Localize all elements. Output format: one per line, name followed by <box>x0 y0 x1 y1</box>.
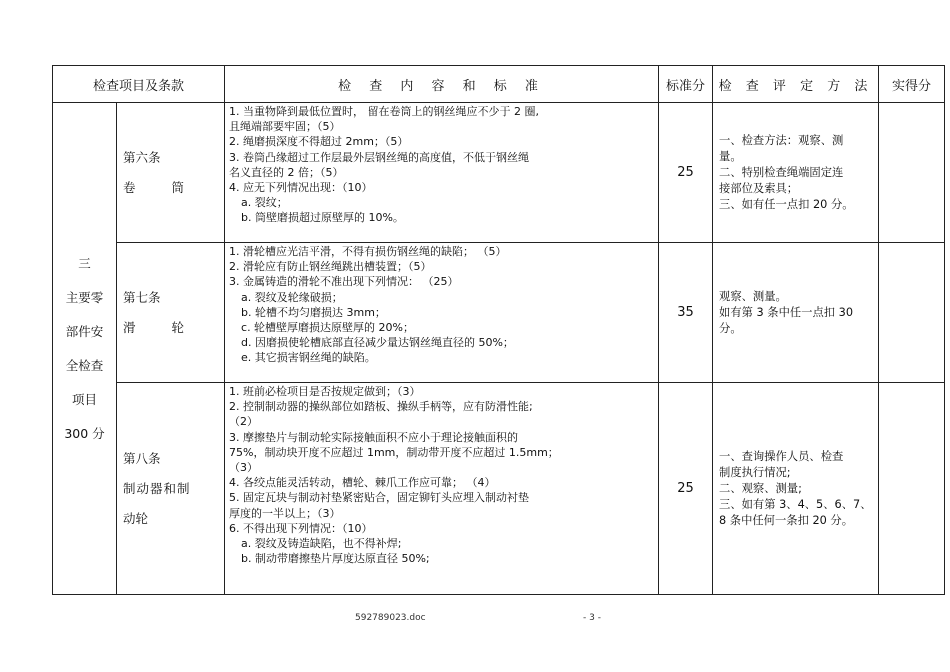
standard-score: 35 <box>659 243 713 383</box>
header-content: 检 查 内 容 和 标 准 <box>225 66 659 103</box>
header-method: 检 查 评 定 方 法 <box>713 66 879 103</box>
method-line: 三、如有任一点扣 20 分。 <box>719 197 854 211</box>
content-line: e. 其它损害钢丝绳的缺陷。 <box>241 351 376 365</box>
content-line: 3. 金属铸造的滑轮不准出现下列情况： （25） <box>229 275 459 289</box>
method-line: 二、特别检查绳端固定连 <box>719 165 844 179</box>
content-line: a. 裂纹及铸造缺陷，也不得补焊; <box>241 537 402 551</box>
content-line: 1. 滑轮槽应光洁平滑，不得有损伤钢丝绳的缺陷； （5） <box>229 245 507 258</box>
header-item: 检查项目及条款 <box>53 66 225 103</box>
content-cell <box>225 383 659 595</box>
content-line: 5. 固定瓦块与制动衬垫紧密贴合，固定铆钉头应埋入制动衬垫 <box>229 491 530 505</box>
content-line: 1. 当重物降到最低位置时， 留在卷筒上的钢丝绳应不少于 2 圈, <box>229 105 539 118</box>
article-number: 第六条 <box>123 149 161 165</box>
article-cell <box>117 243 225 383</box>
article-number: 第七条 <box>123 289 161 305</box>
article-cell <box>117 383 225 595</box>
footer-doc-name: 592789023.doc <box>355 613 426 623</box>
method-line: 一、检查方法：观察、测 <box>719 133 844 147</box>
content-line: 4. 各绞点能灵活转动，槽轮、棘爪工作应可靠； （4） <box>229 476 496 490</box>
content-line: 名义直径的 2 倍；（5） <box>229 165 344 179</box>
content-line: 且绳端部要牢固；（5） <box>229 120 341 134</box>
section-line: 三 <box>78 255 91 271</box>
method-cell <box>713 243 879 383</box>
method-line: 三、如有第 3、4、5、6、7、 <box>719 497 872 511</box>
method-line: 分。 <box>719 321 742 335</box>
method-line: 制度执行情况; <box>719 465 791 479</box>
method-line: 如有第 3 条中任一点扣 30 <box>719 305 854 319</box>
header-score: 标准分 <box>659 66 713 103</box>
section-cell <box>53 103 117 595</box>
content-line: 3. 卷筒凸缘超过工作层最外层钢丝绳的高度值，不低于钢丝绳 <box>229 150 530 164</box>
actual-score-cell[interactable] <box>879 103 945 243</box>
table-row <box>53 243 945 383</box>
standard-score: 25 <box>659 103 713 243</box>
content-line: 3. 摩擦垫片与制动轮实际接触面积不应小于理论接触面积的 <box>229 430 519 444</box>
content-line: 4. 应无下列情况出现：（10） <box>229 181 373 195</box>
section-line: 主要零 <box>65 289 104 305</box>
method-line: 量。 <box>719 149 742 163</box>
section-line: 全检查 <box>65 357 104 373</box>
table-row <box>53 103 945 243</box>
actual-score-cell[interactable] <box>879 243 945 383</box>
content-line: b. 筒壁磨损超过原壁厚的 10%。 <box>241 211 404 225</box>
article-number: 第八条 <box>123 450 161 466</box>
method-cell <box>713 383 879 595</box>
actual-score-cell[interactable] <box>879 383 945 595</box>
table-row <box>53 383 945 595</box>
article-name: 卷 筒 <box>123 179 200 195</box>
article-cell <box>117 103 225 243</box>
content-cell <box>225 103 659 243</box>
content-line: （3） <box>229 461 259 475</box>
content-line: 75%，制动块开度不应超过 1mm，制动带开度不应超过 1.5mm； <box>229 445 559 459</box>
section-line: 项目 <box>71 391 97 407</box>
header-actual: 实得分 <box>879 66 945 103</box>
table-header-row <box>53 66 945 103</box>
content-line: b. 轮槽不均匀磨损达 3mm； <box>241 305 386 319</box>
content-line: 2. 控制制动器的操纵部位如踏板、操纵手柄等，应有防滑性能; <box>229 400 533 414</box>
content-line: c. 轮槽壁厚磨损达原壁厚的 20%； <box>241 321 415 335</box>
inspection-table <box>52 65 945 595</box>
article-name: 制动器和制 <box>123 480 191 496</box>
content-line: 2. 绳磨损深度不得超过 2mm；（5） <box>229 135 409 149</box>
method-line: 8 条中任何一条扣 20 分。 <box>719 513 854 527</box>
method-line: 接部位及索具； <box>719 181 799 195</box>
article-name: 滑 轮 <box>123 319 200 335</box>
method-cell <box>713 103 879 243</box>
content-line: b. 制动带磨擦垫片厚度达原直径 50%; <box>241 552 430 566</box>
section-line: 部件安 <box>65 323 104 339</box>
content-line: 2. 滑轮应有防止钢丝绳跳出槽装置；（5） <box>229 260 432 274</box>
content-line: 厚度的一半以上；（3） <box>229 506 341 520</box>
footer-page-number: - 3 - <box>583 613 601 623</box>
content-line: a. 裂纹； <box>241 196 288 210</box>
standard-score: 25 <box>659 383 713 595</box>
content-line: a. 裂纹及轮缘破损； <box>241 290 343 304</box>
content-line: （2） <box>229 415 259 429</box>
content-line: 6. 不得出现下列情况：（10） <box>229 521 373 535</box>
content-line: 1. 班前必检项目是否按规定做到；（3） <box>229 385 421 398</box>
method-line: 二、观察、测量; <box>719 481 802 495</box>
article-name-cont: 动轮 <box>123 510 149 526</box>
method-line: 观察、测量。 <box>719 289 787 303</box>
content-line: d. 因磨损使轮槽底部直径减少量达钢丝绳直径的 50%； <box>241 336 514 350</box>
method-line: 一、查询操作人员、检查 <box>719 449 844 463</box>
section-line: 300 分 <box>64 425 105 441</box>
content-cell <box>225 243 659 383</box>
